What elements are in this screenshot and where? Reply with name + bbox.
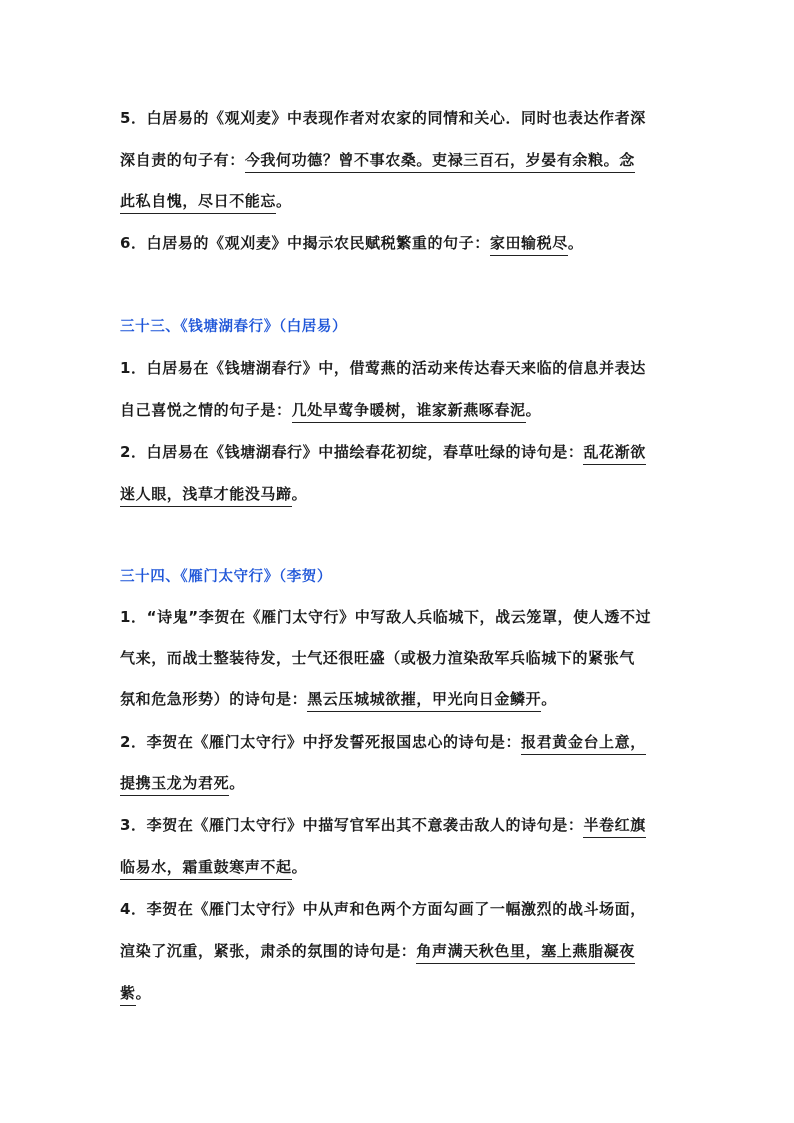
- q6-line: [120, 233, 583, 253]
- s34-q3-end-punct: 。: [291, 858, 308, 876]
- s34-q1-question-text: 1．“诗鬼”李贺在《雁门太守行》中写敌人兵临城下，战云笼罩，使人透不过: [120, 608, 652, 626]
- q5-line-1: [120, 108, 646, 128]
- s34-q4-answer-cont: 紫: [120, 984, 136, 1006]
- s33-q1-line-2: [120, 400, 541, 420]
- s34-q2-line-2: [120, 773, 245, 793]
- s34-q3-line-2: [120, 857, 307, 877]
- q6-prompt: 6．白居易的《观刈麦》中揭示农民赋税繁重的句子：: [120, 234, 490, 252]
- s33-q2-answer-cont: 迷人眼，浅草才能没马蹄: [120, 485, 292, 507]
- s34-q1-line-2: [120, 648, 635, 668]
- q5-answer-cont: 此私自愧，尽日不能忘: [120, 192, 276, 214]
- s33-q1-answer: 几处早莺争暖树，谁家新燕啄春泥: [292, 401, 526, 423]
- s34-q4-question-text: 4．李贺在《雁门太守行》中从声和色两个方面勾画了一幅激烈的战斗场面，: [120, 900, 646, 918]
- section-34-heading: 三十四、《雁门太守行》（李贺）: [120, 569, 332, 585]
- q6-end-punct: 。: [567, 234, 584, 252]
- q5-line-3: [120, 191, 292, 211]
- s34-q4-line-1: [120, 899, 646, 919]
- s34-q1-answer: 黑云压城城欲摧，甲光向日金鳞开: [307, 690, 541, 712]
- q5-end-punct: 。: [276, 192, 292, 210]
- q5-prompt: 深自责的句子有：: [120, 151, 245, 169]
- s34-q4-prompt: 渲染了沉重，紧张，肃杀的氛围的诗句是：: [120, 942, 417, 960]
- s34-q1-line-1: [120, 607, 651, 627]
- s34-q1-end-punct: 。: [541, 690, 557, 708]
- s33-q1-prompt: 自己喜悦之情的句子是：: [120, 401, 292, 419]
- s34-q4-line-3: [120, 983, 151, 1003]
- s33-q2-prompt: 2．白居易在《钱塘湖春行》中描绘春花初绽，春草吐绿的诗句是：: [120, 443, 584, 461]
- q6-answer: 家田输税尽: [490, 234, 568, 256]
- s33-q2-end-punct: 。: [291, 485, 308, 503]
- s34-q1-prompt: 氛和危急形势）的诗句是：: [120, 690, 308, 708]
- s34-q2-answer: 报君黄金台上意，: [521, 733, 646, 755]
- s34-q3-line-1: [120, 815, 646, 835]
- s33-q2-answer: 乱花渐欲: [583, 443, 645, 465]
- s34-q1-line-3: [120, 689, 557, 709]
- s33-q1-line-1: [120, 358, 646, 378]
- q5-line-2: [120, 150, 635, 170]
- s34-q3-prompt: 3．李贺在《雁门太守行》中描写官军出其不意袭击敌人的诗句是：: [120, 816, 584, 834]
- s34-q3-answer: 半卷红旗: [583, 816, 645, 838]
- s34-q2-line-1: [120, 732, 646, 752]
- q5-question-text: 5．白居易的《观刈麦》中表现作者对农家的同情和关心．同时也表达作者深: [120, 109, 646, 127]
- q5-answer: 今我何功德？曾不事农桑。吏禄三百石，岁晏有余粮。念: [245, 151, 635, 173]
- s34-q2-prompt: 2．李贺在《雁门太守行》中抒发誓死报国忠心的诗句是：: [120, 733, 522, 751]
- section-33-heading: 三十三、《钱塘湖春行》（白居易）: [120, 319, 348, 335]
- s34-q4-line-2: [120, 941, 635, 961]
- s33-q2-line-2: [120, 484, 307, 504]
- s34-q2-answer-cont: 提携玉龙为君死: [120, 774, 229, 796]
- s34-q3-answer-cont: 临易水，霜重鼓寒声不起: [120, 858, 292, 880]
- s33-q1-question-text: 1．白居易在《钱塘湖春行》中，借莺燕的活动来传达春天来临的信息并表达: [120, 359, 646, 377]
- s34-q4-answer: 角声满天秋色里，塞上燕脂凝夜: [416, 942, 634, 964]
- s33-q1-end-punct: 。: [525, 401, 542, 419]
- s34-q1-question-text-2: 气来，而战士整装待发，士气还很旺盛（或极力渲染敌军兵临城下的紧张气: [120, 649, 635, 667]
- s34-q2-end-punct: 。: [229, 774, 245, 792]
- s33-q2-line-1: [120, 442, 646, 462]
- s34-q4-end-punct: 。: [135, 984, 152, 1002]
